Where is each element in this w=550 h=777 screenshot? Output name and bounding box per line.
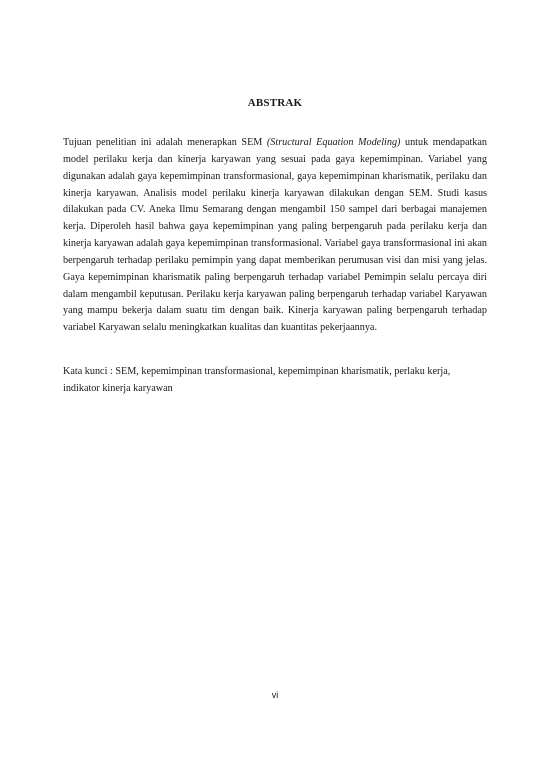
abstract-text-body: untuk mendapatkan model perilaku kerja dan kinerja karyawan yang sesuai pada gaya kepemimpinan. Variabel yang digunakan adalah gaya kepemimpinan transformasional, gaya kepemimpinan kharismatik, perilaku dan kinerja karyawan. Analisis model perilaku kinerja karyawan dilakukan dengan SEM. Studi kasus dilakukan pada CV. Aneka Ilmu Semarang dengan mengambil 150 sampel dari berbagai manajemen kerja. Diperoleh hasil bahwa gaya kepemimpinan yang paling berpengaruh pada perilaku kerja dan kinerja karyawan adalah gaya kepemimpinan transformasional. Variabel gaya transformasional ini akan berpengaruh terhadap perilaku pemimpin yang dapat memberikan perumusan visi dan misi yang jelas. Gaya kepemimpinan kharismatik paling berpengaruh terhadap variabel Pemimpin selalu percaya diri dalam mengambil keputusan. Perilaku kerja karyawan paling berpengaruh terhadap variabel Karyawan yang mampu bekerja dalam suatu tim dengan baik. Kinerja karyawan paling berpengaruh terhadap variabel Karyawan selalu meningkatkan kualitas dan kuantitas pekerjaannya. <box>63 137 488 334</box>
page-number: vi <box>271 690 279 700</box>
keywords-paragraph: Kata kunci : SEM, kepemimpinan transformasional, kepemimpinan kharismatik, perlaku kerja, indikator kinerja karyawan <box>63 366 451 394</box>
page-title: ABSTRAK <box>247 97 303 109</box>
abstract-text-italic: (Structural Equation Modeling) <box>266 137 401 148</box>
abstract-paragraph <box>63 135 487 337</box>
abstract-text-intro: Tujuan penelitian ini adalah menerapkan SEM <box>63 137 267 148</box>
